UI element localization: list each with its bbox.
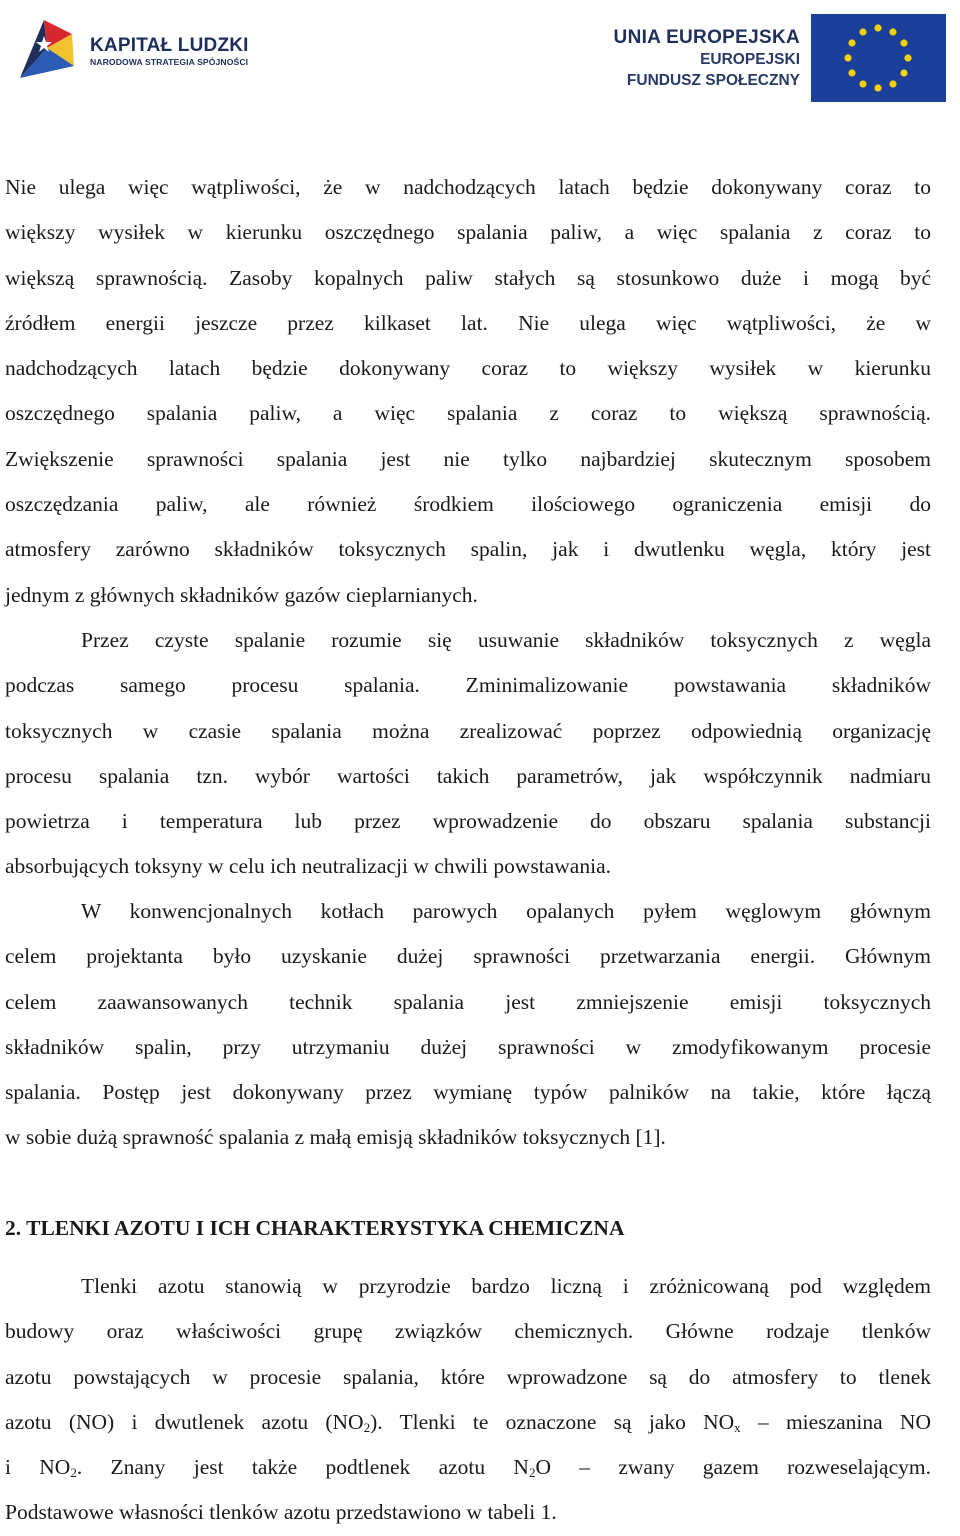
text-line: celem projektanta było uzyskanie dużej sprawności przetwarzania energii. Głównym (5, 944, 931, 969)
text-line: toksycznych w czasie spalania można zrealizować poprzez odpowiednią organizację (5, 718, 931, 743)
text-line: oszczędzania paliw, ale również środkiem ilościowego ograniczenia emisji do (5, 492, 931, 517)
text-line: azotu powstających w procesie spalania, które wprowadzone są do atmosfery to tlenek (5, 1364, 931, 1389)
text-line (5, 1400, 931, 1445)
text-run: ). Tlenki te oznaczone są jako NO (370, 1409, 735, 1434)
paragraph-4 (5, 1264, 931, 1536)
logo-title: KAPITAŁ LUDZKI (90, 35, 249, 56)
eu-logo-line3: FUNDUSZ SPOŁECZNY (626, 72, 800, 89)
subscript: 2 (70, 1465, 77, 1481)
text-line: budowy oraz właściwości grupę związków chemicznych. Główne rodzaje tlenków (5, 1319, 931, 1344)
eu-logo (612, 14, 946, 104)
text-line: celem zaawansowanych technik spalania jest zmniejszenie emisji toksycznych (5, 989, 931, 1014)
text-line: większy wysiłek w kierunku oszczędnego spalania paliw, a więc spalania z coraz to (5, 220, 931, 245)
eu-flag-icon (811, 14, 946, 102)
subscript: 2 (528, 1465, 536, 1481)
text-line (5, 1445, 931, 1490)
kapital-ludzki-emblem-icon (14, 16, 80, 82)
text-line: atmosfery zarówno składników toksycznych spalin, jak i dwutlenku węgla, który jest (5, 537, 931, 562)
text-line: podczas samego procesu spalania. Zminimalizowanie powstawania składników (5, 673, 931, 698)
logo-subtitle: NARODOWA STRATEGIA SPÓJNOŚCI (90, 57, 249, 67)
text-line: absorbujących toksyny w celu ich neutralizacji w chwili powstawania. (5, 854, 611, 879)
text-line: oszczędnego spalania paliw, a więc spalania z coraz to większą sprawnością. (5, 401, 931, 426)
section-heading: 2. TLENKI AZOTU I ICH CHARAKTERYSTYKA CHEMICZNA (5, 1216, 625, 1240)
text-line: Podstawowe własności tlenków azotu przedstawiono w tabeli 1. (5, 1500, 557, 1525)
text-line: jednym z głównych składników gazów cieplarnianych. (5, 582, 478, 607)
text-line: Nie ulega więc wątpliwości, że w nadchodzących latach będzie dokonywany coraz to (5, 175, 931, 199)
text-run: O – zwany gazem rozweselającym. (535, 1455, 931, 1480)
subscript: 2 (363, 1419, 371, 1435)
text-line: Tlenki azotu stanowią w przyrodzie bardzo liczną i zróżnicowaną pod względem (81, 1274, 931, 1298)
paragraph-3 (5, 889, 931, 1161)
text-line: w sobie dużą sprawność spalania z małą emisją składników toksycznych [1]. (5, 1125, 666, 1150)
subscript: x (734, 1419, 741, 1435)
text-line: składników spalin, przy utrzymaniu dużej sprawności w zmodyfikowanym procesie (5, 1034, 931, 1059)
text-run: azotu (NO) i dwutlenek azotu (NO (5, 1409, 364, 1434)
eu-logo-line2: EUROPEJSKI (700, 51, 800, 68)
text-line: nadchodzących latach będzie dokonywany coraz to większy wysiłek w kierunku (5, 356, 931, 381)
text-line: spalania. Postęp jest dokonywany przez wymianę typów palników na takie, które łączą (5, 1080, 931, 1105)
text-line: Zwiększenie sprawności spalania jest nie tylko najbardziej skutecznym sposobem (5, 446, 931, 471)
text-line: większą sprawnością. Zasoby kopalnych paliw stałych są stosunkowo duże i mogą być (5, 265, 931, 290)
text-run: – mieszanina NO (740, 1409, 931, 1434)
text-line: Przez czyste spalanie rozumie się usuwanie składników toksycznych z węgla (81, 628, 931, 652)
text-run: . Znany jest także podtlenek azotu N (76, 1455, 529, 1480)
text-line: W konwencjonalnych kotłach parowych opalanych pyłem węglowym głównym (81, 899, 931, 923)
text-line: procesu spalania tzn. wybór wartości takich parametrów, jak współczynnik nadmiaru (5, 763, 931, 788)
text-run: i NO (5, 1455, 71, 1480)
paragraph-1 (5, 165, 931, 618)
kapital-ludzki-logo (14, 14, 250, 84)
eu-logo-line1: UNIA EUROPEJSKA (613, 27, 800, 48)
paragraph-2 (5, 618, 931, 890)
text-line: źródłem energii jeszcze przez kilkaset lat. Nie ulega więc wątpliwości, że w (5, 310, 931, 335)
text-line: powietrza i temperatura lub przez wprowadzenie do obszaru spalania substancji (5, 809, 931, 834)
